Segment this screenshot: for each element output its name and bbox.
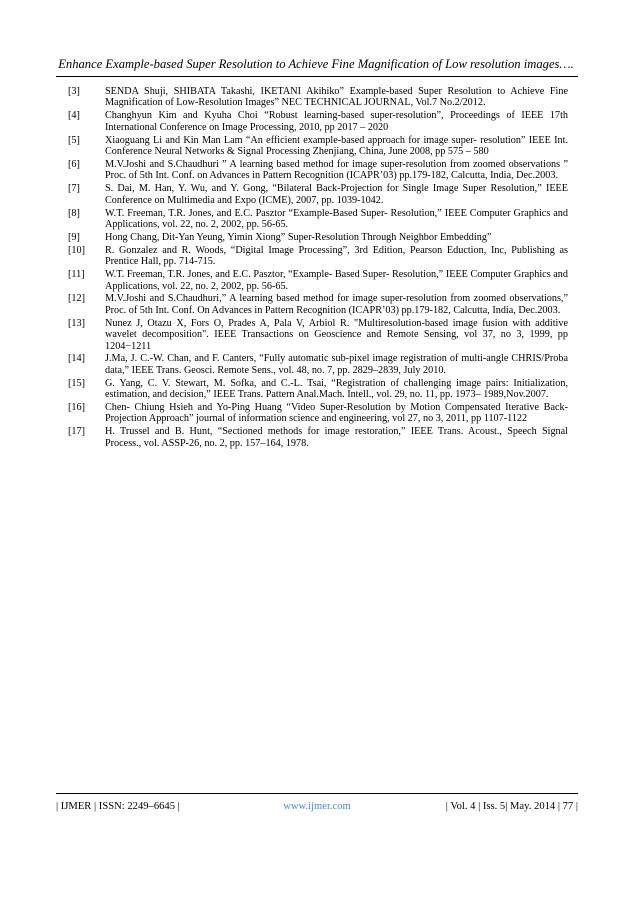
reference-item	[68, 402, 568, 425]
reference-number: [14]	[68, 353, 85, 365]
footer-issue-page: | Vol. 4 | Iss. 5| May. 2014 | 77 |	[445, 801, 578, 812]
reference-item	[68, 183, 568, 206]
reference-text: Xiaoguang Li and Kin Man Lam “An efficient example-based approach for image super- resolution” IEEE Int. Conference Neural Networks & Signal Processing Zhenjiang, China, June 2008, pp 575 – 580	[105, 134, 568, 158]
reference-number: [16]	[68, 402, 85, 414]
reference-number: [12]	[68, 293, 85, 305]
reference-number: [4]	[68, 110, 80, 122]
footer-website-link[interactable]: www.ijmer.com	[283, 801, 351, 812]
reference-text: Nunez J, Otazu X, Fors O, Prades A, Pala V, Arbiol R. "Multiresolution-based image fusion with additive wavelet decomposition". IEEE Transactions on Geoscience and Remote Sensing, vol 37, no 3, 1999, pp 1204−1211	[105, 317, 568, 352]
reference-number: [17]	[68, 426, 85, 438]
reference-number: [5]	[68, 134, 80, 146]
reference-item	[68, 318, 568, 352]
reference-text: Changhyun Kim and Kyuha Choi “Robust learning-based super-resolution”, Proceedings of IEEE 17th International Conference on Image Processing, 2010, pp 2017 – 2020	[105, 110, 568, 133]
reference-text: R. Gonzalez and R. Woods, “Digital Image Processing”, 3rd Edition, Pearson Eduction, Inc, Publishing as Prentice Hall, pp. 714-715.	[105, 244, 568, 268]
reference-number: [15]	[68, 377, 85, 389]
reference-text: W.T. Freeman, T.R. Jones, and E.C. Pasztor “Example-Based Super- Resolution,” IEEE Computer Graphics and Applications, vol. 22, no. 2, 2002, pp. 56-65.	[105, 207, 568, 230]
header-rule	[56, 76, 578, 77]
reference-list	[68, 86, 568, 451]
page-footer	[56, 799, 578, 815]
reference-item	[68, 159, 568, 182]
reference-number: [10]	[68, 244, 85, 256]
reference-text: Hong Chang, Dit-Yan Yeung, Yimin Xiong” Super-Resolution Through Neighbor Embedding”	[105, 231, 492, 243]
reference-item	[68, 110, 568, 133]
reference-number: [3]	[68, 86, 80, 97]
reference-item	[68, 378, 568, 401]
reference-item	[68, 245, 568, 268]
reference-item	[68, 426, 568, 449]
footer-rule	[56, 793, 578, 794]
reference-text: M.V.Joshi and S.Chaudhuri ” A learning based method for image super-resolution from zoomed observations ” Proc. of 5th Int. Conf. on Advances in Pattern Recognition (ICAPR’03) pp.179-182, Calcutta, India, Dec.2003.	[105, 158, 568, 182]
reference-number: [9]	[68, 231, 80, 243]
reference-item	[68, 353, 568, 376]
reference-text: M.V.Joshi and S.Chaudhuri,” A learning based method for image super-resolution from zoomed observations,” Proc. of 5th Int. Conf. On Advances in Pattern Recognition (ICAPR’03) pp.179-182, Calcutta, India, Dec.2003.	[105, 293, 568, 316]
reference-item	[68, 86, 568, 109]
running-header: Enhance Example-based Super Resolution to Achieve Fine Magnification of Low resolution images….	[58, 57, 574, 71]
reference-text: Chen- Chiung Hsieh and Yo-Ping Huang “Video Super-Resolution by Motion Compensated Iterative Back-Projection Approach” journal of information science and engineering, vol 27, no 3, 2011, pp 1107-1122	[105, 402, 568, 425]
reference-text: W.T. Freeman, T.R. Jones, and E.C. Pasztor, “Example- Based Super- Resolution,” IEEE Computer Graphics and Applications, vol. 22, no. 2, 2002, pp. 56-65.	[105, 269, 568, 292]
footer-journal-issn: | IJMER | ISSN: 2249–6645 |	[56, 801, 180, 812]
reference-number: [8]	[68, 207, 80, 219]
reference-number: [11]	[68, 269, 85, 281]
reference-item	[68, 269, 568, 292]
reference-item	[68, 293, 568, 316]
reference-text: G. Yang, C. V. Stewart, M. Sofka, and C.-L. Tsai, “Registration of challenging image pairs: Initialization, estimation, and decision,” IEEE Trans. Pattern Anal.Mach. Intell., vol. 29, no. 11, pp. 1973– 1989,Nov.2007.	[105, 377, 568, 401]
reference-item	[68, 208, 568, 231]
reference-text: SENDA Shuji, SHIBATA Takashi, IKETANI Akihiko” Example-based Super Resolution to Achieve Fine Magnification of Low-Resolution Images” NEC TECHNICAL JOURNAL, Vol.7 No.2/2012.	[105, 86, 568, 109]
reference-number: [13]	[68, 317, 85, 329]
reference-item	[68, 232, 568, 243]
reference-text: J.Ma, J. C.-W. Chan, and F. Canters, “Fully automatic sub-pixel image registration of multi-angle CHRIS/Proba data,” IEEE Trans. Geosci. Remote Sens., vol. 48, no. 7, pp. 2829–2839, July 2010.	[105, 353, 568, 376]
reference-text: H. Trussel and B. Hunt, “Sectioned methods for image restoration,” IEEE Trans. Acoust., Speech Signal Process., vol. ASSP-26, no. 2, pp. 157–164, 1978.	[105, 426, 568, 449]
reference-number: [6]	[68, 158, 80, 170]
reference-item	[68, 135, 568, 158]
reference-text: S. Dai, M. Han, Y. Wu, and Y. Gong, “Bilateral Back-Projection for Single Image Super Resolution,” IEEE Conference on Multimedia and Expo (ICME), 2007, pp. 1039-1042.	[105, 183, 568, 206]
reference-number: [7]	[68, 183, 80, 195]
